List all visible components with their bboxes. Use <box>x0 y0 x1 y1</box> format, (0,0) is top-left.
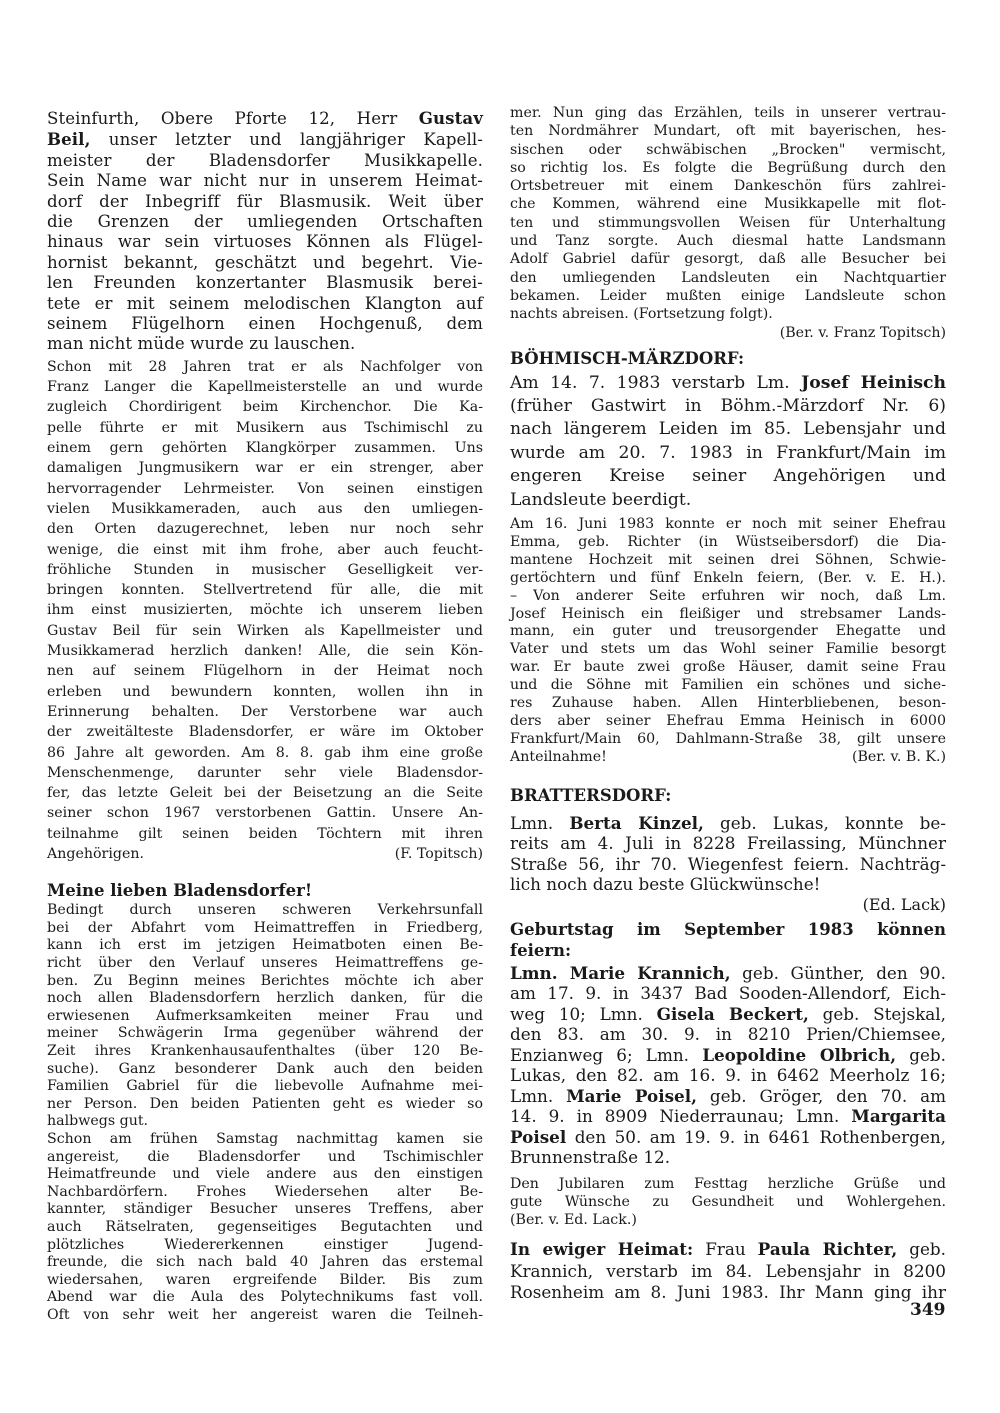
brattersdorf-heading: BRATTERSDORF: <box>510 785 672 805</box>
text-line: damaligen Jungmusikern war er ein strenger, aber <box>47 460 483 477</box>
name-highlight: Josef Heinisch <box>801 372 947 393</box>
text-line: auch Rätselraten, gegenseitiges Begutachten und <box>47 1218 483 1235</box>
text-line: und die Söhne mit Familien ein schönes und siche- <box>510 677 946 694</box>
text-line <box>510 813 946 834</box>
text-segment: geb. Lukas, konnte be- <box>703 812 946 833</box>
text-line: ner Person. Den beiden Patienten geht es wieder so <box>47 1095 483 1112</box>
text-line: halbwegs gut. <box>47 1113 149 1130</box>
name-highlight: Lmn. Marie Krannich, <box>510 962 731 983</box>
text-line: ihm einst musizierten, möchte ich unserem lieben <box>47 602 483 619</box>
text-line: fröhliche Stunden in musischer Geselligkeit ver- <box>47 561 483 578</box>
text-line: (früher Gastwirt in Böhm.-Märzdorf Nr. 6) <box>510 395 946 416</box>
text-line <box>510 1106 946 1127</box>
text-line <box>47 129 483 150</box>
text-line: am 17. 9. in 3437 Bad Sooden-Allendorf, Eich- <box>510 983 946 1004</box>
text-segment: geb. Stejskal, <box>808 1003 946 1024</box>
text-line: mer. Nun ging das Erzählen, teils in unserer vertrau- <box>510 105 946 121</box>
text-line: erleben und bewundern konnten, wollen ihn in <box>47 683 483 700</box>
text-segment: unser letzter und langjähriger Kapell- <box>90 130 483 150</box>
signature: (F. Topitsch) <box>394 846 483 862</box>
text-line: suche). Ganz besonderer Dank auch den beiden <box>47 1060 483 1077</box>
text-line: plötzliches Wiedererkennen einstiger Jugend- <box>47 1236 483 1253</box>
signature: (Ber. v. B. K.) <box>851 748 946 765</box>
text-line: den umliegenden Landsleuten ein Nachtquartier <box>510 269 946 286</box>
text-line: teilnahme gilt seinen beiden Töchtern mit ihren <box>47 825 483 842</box>
birthday-heading-line: feiern: <box>510 940 572 960</box>
text-line <box>510 749 946 767</box>
text-line: Zeit ihres Krankenhausaufenthaltes (über 120 Be- <box>47 1043 483 1060</box>
text-line: sischen oder schwäbischen „Brocken" vermischt, <box>510 141 946 158</box>
name-highlight: Leopoldine Olbrich, <box>702 1044 897 1065</box>
text-line: noch allen Bladensdorfern herzlich danken, für die <box>47 990 483 1007</box>
text-line: gertöchtern und fünf Enkeln feiern, (Ber. v. E. H.). <box>510 569 946 586</box>
text-line: Abend war die Aula des Polytechnikums fast voll. <box>47 1289 483 1306</box>
text-line: Ortsbetreuer mit einem Dankeschön fürs zahlrei- <box>510 178 946 195</box>
text-line: hervorragender Lehrmeister. Von seinen einstigen <box>47 480 483 497</box>
text-line: Nachbardörfern. Frohes Wiedersehen alter Be- <box>47 1183 483 1200</box>
name-highlight: Marie Poisel, <box>566 1085 697 1106</box>
text-line: pelle führte er mit Musikern aus Tschimischl zu <box>47 419 483 436</box>
text-line: nachts abreisen. (Fortsetzung folgt). <box>510 306 773 323</box>
text-line: wenige, die einst mit ihm frohe, aber auch feucht- <box>47 541 483 558</box>
text-line <box>510 1004 946 1025</box>
text-line: ten Nordmährer Mundart, oft mit bayerischen, hes- <box>510 123 946 140</box>
letter-continued-text <box>510 104 946 324</box>
text-segment: Am 14. 7. 1983 verstarb Lm. <box>510 372 802 393</box>
text-line: – Von anderer Seite erfuhren wir noch, daß Lm. <box>510 587 946 604</box>
text-segment: Steinfurth, Obere Pforte 12, Herr <box>47 109 419 128</box>
text-line <box>510 1127 946 1148</box>
text-line: hinaus war sein virtuoses Können als Flügel- <box>47 232 483 252</box>
text-line: Landsleute beerdigt. <box>510 489 692 510</box>
text-line: meister der Bladensdorfer Musikkapelle. <box>47 150 483 170</box>
text-line: lich noch dazu beste Glückwünsche! <box>510 874 821 895</box>
text-line: Sein Name war nicht nur in unserem Heimat- <box>47 171 483 191</box>
name-highlight: Gisela Beckert, <box>656 1003 809 1024</box>
text-line: engeren Kreise seiner Angehörigen und <box>510 466 946 487</box>
text-line: (Ber. v. Ed. Lack.) <box>510 1211 637 1228</box>
name-highlight: Beil, <box>47 129 91 150</box>
text-line: mann, ein guter und treusorgender Ehegatte und <box>510 623 946 640</box>
name-highlight: Gustav <box>418 108 483 128</box>
text-line: war. Er baute zwei große Häuser, damit seine Frau <box>510 659 946 676</box>
text-line: Josef Heinisch ein fleißiger und strebsamer Lands- <box>510 605 946 622</box>
text-line: Gustav Beil für sein Wirken als Kapellmeister und <box>47 622 483 639</box>
name-highlight: Margarita <box>851 1106 946 1127</box>
text-line: der zweitälteste Bladensdorfer, er wäre im Oktober <box>47 724 483 741</box>
text-line: den 83. am 30. 9. in 8210 Prien/Chiemsee, <box>510 1024 946 1045</box>
text-line: len Freunden konzertanter Blasmusik berei- <box>47 273 483 293</box>
text-line: reits am 4. Juli in 8228 Freilassing, Münchner <box>510 833 946 854</box>
text-line: che Kommen, während eine Musikkapelle mit flot- <box>510 196 946 213</box>
text-line: Schon am frühen Samstag nachmittag kamen sie <box>47 1131 483 1148</box>
text-segment: weg 10; Lmn. <box>510 1003 657 1024</box>
text-line <box>510 1086 946 1107</box>
boehmisch-body <box>510 516 946 767</box>
text-line: kannter, ständiger Besucher unseres Treffens, aber <box>47 1201 483 1218</box>
text-line: Am 16. Juni 1983 konnte er noch mit seiner Ehefrau <box>510 516 946 532</box>
text-line: bekamen. Leider mußten einige Landsleute schon <box>510 287 946 304</box>
text-line: Erinnerung behalten. Der Verstorbene war auch <box>47 703 483 720</box>
text-line: nen auf seinem Flügelhorn in der Heimat noch <box>47 663 483 680</box>
jubilare-greeting <box>510 1176 946 1230</box>
text-line: Emma, geb. Richter (in Wüstseibersdorf) die Dia- <box>510 533 946 550</box>
text-line: richt über den Verlauf unseres Heimattreffens ge- <box>47 955 483 972</box>
text-line: bringen konnten. Stellvertretend für alle, die mit <box>47 582 483 599</box>
text-line: Musikkamerad herzlich danken! Alle, die sein Kön- <box>47 643 483 660</box>
name-highlight: Berta Kinzel, <box>569 812 704 833</box>
text-line: zugleich Chordirigent beim Kirchenchor. Die Ka- <box>47 399 483 416</box>
text-line: die Grenzen der umliegenden Ortschaften <box>47 212 483 232</box>
text-line: Krannich, verstarb im 84. Lebensjahr in 8200 <box>510 1260 946 1281</box>
text-line: seinem Flügelhorn einen Hochgenuß, dem <box>47 314 483 334</box>
text-line <box>47 108 483 129</box>
text-line: den Orten dazugerechnet, leben nur noch sehr <box>47 521 483 538</box>
text-line <box>47 844 483 864</box>
text-line: Franz Langer die Kapellmeisterstelle an und wurde <box>47 379 483 396</box>
gustav-beil-obituary <box>47 357 483 864</box>
letter-signature: (Ber. v. Franz Topitsch) <box>779 324 946 341</box>
text-line: kann ich erst im jetzigen Heimatboten einen Be- <box>47 937 483 954</box>
text-line: so richtig los. Es folgte die Begrüßung durch den <box>510 159 946 176</box>
text-line: nach längerem Leiden im 85. Lebensjahr und <box>510 419 946 440</box>
text-line: Rosenheim am 8. Juni 1983. Ihr Mann ging ihr <box>510 1282 946 1303</box>
page-number: 349 <box>910 1300 946 1320</box>
text-line: und Tanz sorgte. Auch diesmal hatte Landsmann <box>510 233 946 250</box>
text-line: angereist, die Bladensdorfer und Tschimischler <box>47 1148 483 1165</box>
text-line <box>510 1239 946 1261</box>
text-line: 86 Jahre alt geworden. Am 8. 8. gab ihm eine große <box>47 744 483 761</box>
text-segment: geb. Gröger, den 70. am <box>696 1085 946 1106</box>
text-line: ben. Zu Beginn meines Berichtes möchte ich aber <box>47 972 483 989</box>
boehmisch-intro <box>510 372 946 512</box>
text-segment: Angehörigen. <box>47 846 144 862</box>
name-highlight: Paula Richter, <box>757 1239 898 1260</box>
left-column <box>47 100 483 1325</box>
text-line: Heimatfreunde und viele andere aus den einstigen <box>47 1166 483 1183</box>
text-line: vielen Musikkameraden, auch aus den umliegen- <box>47 500 483 517</box>
text-line: meiner Schwägerin Irma gegenüber während der <box>47 1025 483 1042</box>
name-highlight: In ewiger Heimat: <box>510 1239 694 1260</box>
text-line: Straße 56, ihr 70. Wiegenfest feiern. Nachträg- <box>510 853 946 874</box>
name-highlight: Poisel <box>510 1126 567 1147</box>
text-segment: den 50. am 19. 9. in 6461 Rothenbergen, <box>566 1126 946 1147</box>
text-line: erwiesenen Aufmerksamkeiten meiner Frau und <box>47 1007 483 1024</box>
brattersdorf-signature: (Ed. Lack) <box>862 894 946 914</box>
letter-body <box>47 902 483 1324</box>
text-line: dorf der Inbegriff für Blasmusik. Weit über <box>47 191 483 211</box>
text-line: freunde, die sich nach bald 40 Jahren das erstemal <box>47 1254 483 1271</box>
gustav-beil-intro <box>47 108 483 355</box>
text-line: hornist bekannt, geschätzt und begehrt. Vie- <box>47 252 483 272</box>
text-line: Familien Gabriel für die liebevolle Aufnahme mei- <box>47 1078 483 1095</box>
brattersdorf-body <box>510 813 946 895</box>
text-line: bei der Abfahrt vom Heimattreffen in Friedberg, <box>47 919 483 936</box>
text-segment: geb. <box>896 1044 946 1065</box>
text-segment: Frau <box>693 1239 758 1260</box>
text-line: Brunnenstraße 12. <box>510 1147 671 1168</box>
right-column <box>510 100 946 1304</box>
text-segment: Anteilnahme! <box>510 748 607 765</box>
birthday-heading <box>510 919 946 961</box>
text-line: Schon mit 28 Jahren trat er als Nachfolger von <box>47 358 483 375</box>
text-line: mantene Hochzeit mit seinen drei Söhnen, Schwie- <box>510 551 946 568</box>
boehmisch-maerzdorf-heading: BÖHMISCH-MÄRZDORF: <box>510 348 745 368</box>
text-segment: geb. Günther, den 90. <box>730 962 946 983</box>
text-line: Lukas, den 82. am 16. 9. in 6462 Meerholz 16; <box>510 1065 946 1086</box>
text-line <box>510 372 946 395</box>
text-line: Frankfurt/Main 60, Dahlmann-Straße 38, gilt unsere <box>510 730 946 747</box>
text-line: ten und stimmungsvollen Weisen für Unterhaltung <box>510 214 946 231</box>
text-line <box>510 963 946 984</box>
text-line: fer, das letzte Geleit bei der Beisetzung an die Seite <box>47 785 483 802</box>
text-line: wiedersahen, waren ergreifende Bilder. Bis zum <box>47 1271 483 1288</box>
text-segment: Enzianweg 6; Lmn. <box>510 1044 703 1065</box>
text-line: ders aber seiner Ehefrau Emma Heinisch in 6000 <box>510 712 946 729</box>
text-line: Bedingt durch unseren schweren Verkehrsunfall <box>47 902 483 919</box>
text-line: Den Jubilaren zum Festtag herzliche Grüße und <box>510 1175 946 1192</box>
birthday-list <box>510 963 946 1168</box>
birthday-heading-line: Geburtstag im September 1983 können <box>510 919 946 939</box>
text-line: tete er mit seinem melodischen Klangton auf <box>47 293 483 313</box>
text-line: Vater und stets um das Wohl seiner Familie besorgt <box>510 641 946 658</box>
text-line: gute Wünsche zu Gesundheit und Wohlergehen. <box>510 1193 946 1210</box>
text-segment: geb. <box>897 1239 947 1260</box>
text-line: Oft von sehr weit her angereist waren die Teilneh- <box>47 1306 483 1323</box>
text-line: Menschenmenge, darunter sehr viele Bladensdor- <box>47 764 483 781</box>
letter-heading: Meine lieben Bladensdorfer! <box>47 881 313 901</box>
text-line: man nicht müde wurde zu lauschen. <box>47 334 356 354</box>
text-line: res Zuhause haben. Allen Hinterbliebenen, beson- <box>510 695 946 712</box>
text-line: einem gern gehörten Klangkörper zusammen. Uns <box>47 440 483 457</box>
in-ewiger-heimat <box>510 1239 946 1304</box>
text-segment: Lmn. <box>510 812 570 833</box>
text-line: wurde am 20. 7. 1983 in Frankfurt/Main im <box>510 442 946 463</box>
text-line: seiner schon 1967 verstorbenen Gattin. Unsere An- <box>47 805 483 822</box>
text-segment: 14. 9. in 8909 Niederraunau; Lmn. <box>510 1106 852 1127</box>
text-line: Adolf Gabriel dafür gesorgt, daß alle Besucher bei <box>510 251 946 268</box>
text-line <box>510 1045 946 1066</box>
text-segment: Lmn. <box>510 1085 567 1106</box>
